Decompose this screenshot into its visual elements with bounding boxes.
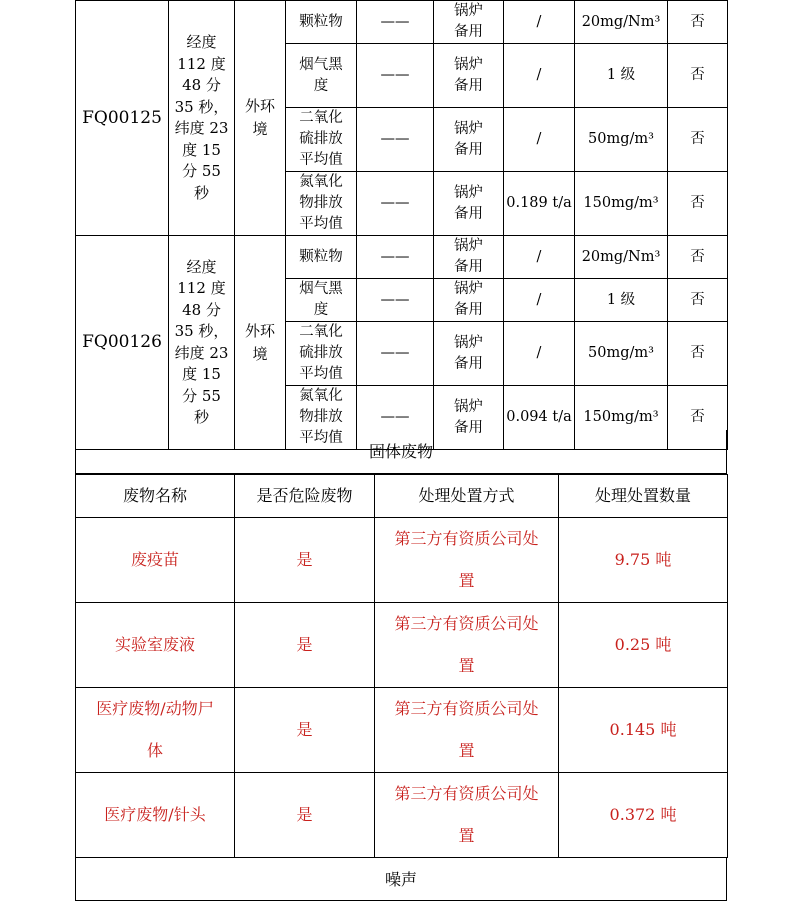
pollutant-name [286,1,357,44]
emission-row [76,236,728,279]
operation-mode [434,322,504,386]
emission-limit: 1 级 [575,44,668,108]
pollutant-line: 颗粒物 [299,13,343,30]
waste-name-line: 实验室废液 [114,635,195,654]
location-line: 48 分 [182,76,221,94]
pollutant-line: 平均值 [299,366,343,382]
operation-mode-line: 锅炉 [454,398,483,415]
pollutant-line: 颗粒物 [299,248,343,265]
operation-mode-line: 锅炉 [454,120,483,137]
location-line: 秒 [193,183,209,202]
operation-mode [434,236,504,279]
pollutant-line: 度 [313,77,329,94]
disposal-method-line: 第三方有资质公司处 [394,529,539,548]
hazardous-flag: 是 [235,603,375,688]
location-line: 度 15 [182,140,221,159]
emission-amount: / [504,322,575,386]
exceed-standard: 否 [668,1,728,44]
solid-waste-row [76,518,728,603]
outlet-code: FQ00125 [76,1,169,236]
pollutant-line: 度 [313,302,329,318]
solid-waste-header-row [76,475,728,518]
hazardous-flag: 是 [235,518,375,603]
outlet-code: FQ00126 [76,236,169,450]
pollutant-name [286,172,357,236]
exceed-standard: 否 [668,172,728,236]
solid-waste-row [76,773,728,858]
pollutant-line: 二氧化 [299,324,343,340]
exceed-standard: 否 [668,279,728,322]
location-line: 秒 [193,408,209,426]
solid-waste-row [76,688,728,773]
operation-mode-line: 备用 [454,141,483,158]
exceed-standard: 否 [668,386,728,450]
waste-name-line: 医疗废物/动物尸 [96,699,214,718]
exceed-standard: 否 [668,108,728,172]
location-line: 经度 [186,257,217,276]
pollutant-line: 物排放 [299,409,343,425]
disposal-method-line: 第三方有资质公司处 [394,614,539,633]
empty-value-dash: —— [357,172,434,236]
empty-value-dash: —— [357,322,434,386]
location-line: 纬度 23 [174,343,229,362]
pollutant-line: 硫排放 [299,345,343,361]
hazardous-flag: 是 [235,688,375,773]
pollutant-line: 烟气黑 [299,281,343,297]
pollutant-line: 氮氧化 [299,174,343,190]
waste-name [76,518,235,603]
location-line: 35 秒， [174,97,229,116]
outlet-location [169,1,235,236]
pollutant-line: 平均值 [299,216,343,232]
disposal-quantity: 0.25 吨 [559,603,728,688]
exceed-standard: 否 [668,44,728,108]
pollutant-line: 平均值 [299,152,343,168]
empty-value-dash: —— [357,1,434,44]
emission-limit: 20mg/Nm³ [575,1,668,44]
disposal-method-line: 置 [458,741,475,760]
location-line: 112 度 [177,54,226,73]
emission-amount: / [504,108,575,172]
emission-amount: / [504,279,575,322]
pollutant-line: 硫排放 [299,131,343,147]
operation-mode [434,279,504,322]
emission-type [235,1,286,236]
disposal-quantity: 0.145 吨 [559,688,728,773]
disposal-method-line: 第三方有资质公司处 [394,699,539,718]
air-emission-table [75,0,728,450]
pollutant-line: 平均值 [299,430,343,446]
waste-name-line: 体 [146,741,163,760]
hazardous-flag: 是 [235,773,375,858]
emission-amount: 0.094 t/a [504,386,575,450]
emission-type-line: 境 [252,120,268,138]
empty-value-dash: —— [357,108,434,172]
operation-mode [434,108,504,172]
emission-amount: / [504,44,575,108]
operation-mode-line: 备用 [454,355,483,372]
disposal-method-line: 第三方有资质公司处 [394,784,539,803]
location-line: 112 度 [177,279,226,297]
pollutant-name [286,322,357,386]
emission-limit: 150mg/m³ [575,172,668,236]
emission-amount: 0.189 t/a [504,172,575,236]
operation-mode [434,1,504,44]
disposal-method [375,603,559,688]
operation-mode-line: 锅炉 [454,3,483,19]
operation-mode-line: 锅炉 [454,56,483,73]
location-line: 48 分 [182,300,221,319]
operation-mode-line: 锅炉 [454,281,483,297]
outlet-location [169,236,235,450]
location-line: 35 秒， [174,322,229,340]
solid-waste-section-title: 固体废物 [75,430,727,474]
emission-limit: 150mg/m³ [575,386,668,450]
pollutant-name [286,279,357,322]
operation-mode-line: 锅炉 [454,184,483,201]
waste-name [76,603,235,688]
pollutant-name [286,44,357,108]
operation-mode-line: 备用 [454,24,483,40]
emission-limit: 50mg/m³ [575,322,668,386]
emission-type-line: 境 [252,344,268,363]
pollutant-name [286,108,357,172]
operation-mode-line: 备用 [454,302,483,318]
disposal-method-line: 置 [458,826,475,845]
operation-mode-line: 备用 [454,259,483,275]
emission-amount: / [504,236,575,279]
operation-mode-line: 锅炉 [454,334,483,351]
operation-mode-line: 备用 [454,205,483,222]
disposal-quantity: 0.372 吨 [559,773,728,858]
location-line: 度 15 [182,365,221,383]
waste-name-line: 医疗废物/针头 [104,805,206,824]
column-header: 是否危险废物 [235,475,375,518]
solid-waste-table [75,474,728,858]
column-header: 废物名称 [76,475,235,518]
empty-value-dash: —— [357,44,434,108]
operation-mode-line: 备用 [454,419,483,436]
pollutant-line: 二氧化 [299,110,343,126]
disposal-method [375,688,559,773]
waste-name [76,773,235,858]
emission-row [76,1,728,44]
emission-limit: 1 级 [575,279,668,322]
pollutant-line: 烟气黑 [299,56,343,73]
pollutant-line: 物排放 [299,195,343,211]
exceed-standard: 否 [668,322,728,386]
solid-waste-row [76,603,728,688]
pollutant-line: 氮氧化 [299,388,343,404]
location-line: 分 55 [182,162,221,180]
empty-value-dash: —— [357,386,434,450]
emission-limit: 50mg/m³ [575,108,668,172]
emission-amount: / [504,1,575,44]
waste-name-line: 废疫苗 [130,550,179,569]
disposal-quantity: 9.75 吨 [559,518,728,603]
empty-value-dash: —— [357,279,434,322]
emission-type-line: 外环 [244,97,275,115]
disposal-method-line: 置 [458,656,475,675]
location-line: 经度 [186,33,217,51]
disposal-method [375,518,559,603]
waste-name [76,688,235,773]
disposal-method-line: 置 [458,571,475,590]
noise-section-title: 噪声 [75,858,727,901]
exceed-standard: 否 [668,236,728,279]
operation-mode [434,44,504,108]
operation-mode-line: 备用 [454,77,483,94]
emission-limit: 20mg/Nm³ [575,236,668,279]
emission-type [235,236,286,450]
operation-mode [434,172,504,236]
pollutant-name [286,236,357,279]
column-header: 处理处置数量 [559,475,728,518]
operation-mode-line: 锅炉 [454,238,483,254]
location-line: 纬度 23 [174,119,229,137]
emission-type-line: 外环 [244,321,275,340]
disposal-method [375,773,559,858]
location-line: 分 55 [182,386,221,405]
empty-value-dash: —— [357,236,434,279]
column-header: 处理处置方式 [375,475,559,518]
